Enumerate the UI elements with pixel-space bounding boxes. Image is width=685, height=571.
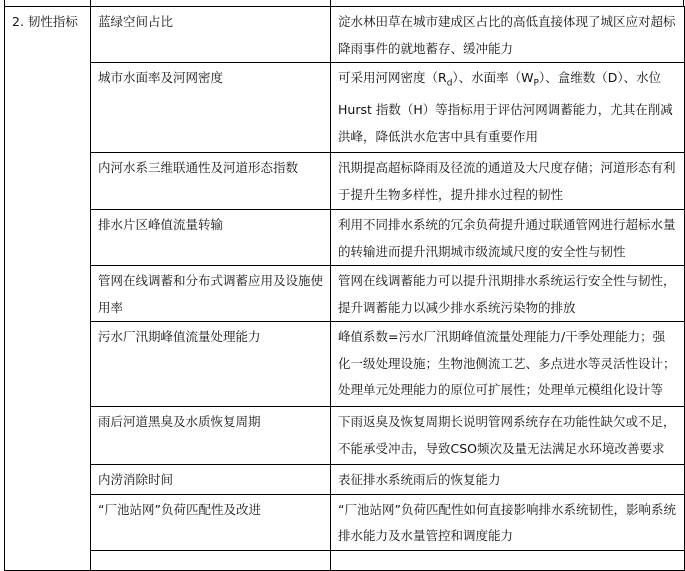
indicator-cell: 内河水系三维联通性及河道形态指数 bbox=[91, 153, 331, 210]
indicator-cell: 排水片区峰值流量转输 bbox=[91, 210, 331, 266]
category-cell: 2. 韧性指标 bbox=[5, 7, 91, 571]
indicator-cell bbox=[91, 550, 331, 570]
table-row bbox=[5, 407, 685, 465]
indicator-cell: 污水厂汛期峰值流量处理能力 bbox=[91, 322, 331, 407]
subscript: d bbox=[446, 78, 453, 89]
text: 可采用河网密度（R bbox=[338, 70, 447, 85]
description-cell: 峰值系数=污水厂汛期峰值流量处理能力/干季处理能力；强化一级处理设施；生物池侧流工艺、多点进水等灵活性设计；处理单元处理能力的原位可扩展性；处理单元模组化设计等 bbox=[331, 322, 685, 407]
description-cell: 淀水林田草在城市建成区占比的高低直接体现了城区应对超标降雨事件的就地蓄存、缓冲能力 bbox=[331, 7, 685, 63]
table-row bbox=[5, 494, 685, 550]
text: ）、盒维数（D）、水位Hurst 指数（H）等指标用于评估河网调蓄能力，尤其在削减洪峰，降低洪水危害中具有重要作用 bbox=[338, 70, 673, 144]
description-cell: 利用不同排水系统的冗余负荷提升通过联通管网进行超标水量的转输进而提升汛期城市级流域尺度的安全性与韧性 bbox=[331, 210, 685, 266]
indicator-cell: 蓝绿空间占比 bbox=[91, 7, 331, 63]
table-row bbox=[5, 63, 685, 153]
indicator-cell: “厂池站网”负荷匹配性及改进 bbox=[91, 494, 331, 550]
description-cell: 管网在线调蓄能力可以提升汛期排水系统运行安全性与韧性，提升调蓄能力以减少排水系统污染物的排放 bbox=[331, 266, 685, 322]
table-row bbox=[5, 465, 685, 495]
table-row-partial bbox=[5, 550, 685, 570]
indicator-cell: 管网在线调蓄和分布式调蓄应用及设施使用率 bbox=[91, 266, 331, 322]
table-row bbox=[5, 153, 685, 210]
description-cell: 汛期提高超标降雨及径流的通道及大尺度存储；河道形态有利于提升生物多样性，提升排水过程的韧性 bbox=[331, 153, 685, 210]
description-cell bbox=[331, 63, 685, 153]
description-cell: 表征排水系统雨后的恢复能力 bbox=[331, 465, 685, 495]
description-cell bbox=[331, 550, 685, 570]
indicator-cell: 城市水面率及河网密度 bbox=[91, 63, 331, 153]
table-row bbox=[5, 7, 685, 63]
description-cell: “厂池站网”负荷匹配性如何直接影响排水系统韧性，影响系统排水能力及水量管控和调度能力 bbox=[331, 494, 685, 550]
subscript: P bbox=[533, 78, 539, 89]
resilience-indicator-table bbox=[4, 6, 685, 571]
indicator-cell: 雨后河道黑臭及水质恢复周期 bbox=[91, 407, 331, 465]
table-row bbox=[5, 266, 685, 322]
indicator-cell: 内涝消除时间 bbox=[91, 465, 331, 495]
table-row bbox=[5, 210, 685, 266]
description-cell: 下雨返臭及恢复周期长说明管网系统存在功能性缺欠或不足，不能承受冲击，导致CSO频次及量无法满足水环境改善要求 bbox=[331, 407, 685, 465]
text: ）、水面率（W bbox=[452, 70, 534, 85]
table-row bbox=[5, 322, 685, 407]
